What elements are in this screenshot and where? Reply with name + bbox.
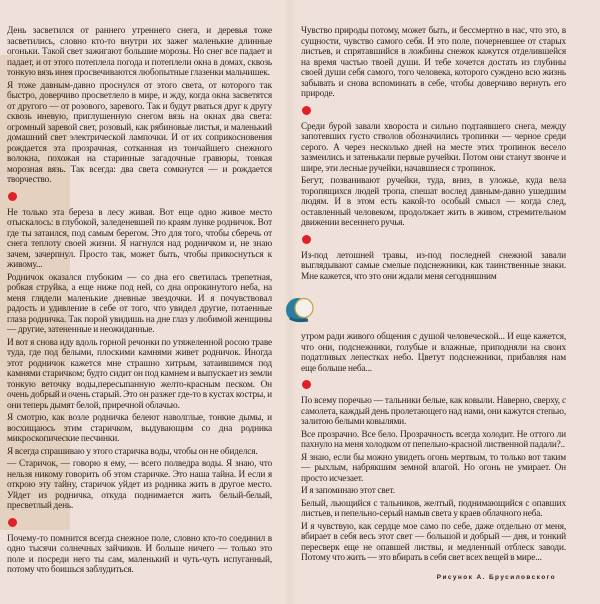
right-column — [301, 26, 566, 581]
paragraph: И вот я снова иду вдоль горной речонки по утяжеленной росою траве туда, где под белыми, плоскими камнями живет родничок. Иногда этот родничок кажется мне страшно хитрым, затаившимся под камнями старичком; будто сидит он под камнем и выпускает из земли тонкую веточку воды,пересыпанную желто-красным песком. Он очень добрый и очень старый. Это он разжег где-то в кустах костры, и они теперь дымят белой, приречной облачью. — [7, 337, 272, 411]
paragraph: Чувство природы потому, может быть, и бессмертно в нас, что это, в сущности, чувство самого себя. И это поле, почерневшее от старых листьев, и спрятавшийся в ложбины снежок кажутся отделившейся на время частью твоей души. И тебе хочется достать из глубины своей души себя самого, того человека, которого суждено всю жизнь забывать и снова вспоминать в себе, чтобы доверчиво вернуть его природе. — [301, 26, 566, 99]
paragraph: И я чувствую, как сердце мое само по себе, даже отдельно от меня, вбирает в себя весь этот свет — большой и добрый — дня, и тонкий пересверк еще не опавшей листвы, и медленный отблеск заводи. Потому что жить — это вбирать в себя свет всех вещей в мире... — [301, 521, 566, 563]
paragraph: утром ради живого общения с душой человеческой... И еще кажется, что они, подснежники, голубые и влажные, приподняли на своих податливых лепестках небо. Цветут подснежники, прибавляя нам еще больше неба... — [301, 332, 566, 374]
paragraph: День засветился от раннего утреннего снега, и деревья тоже засветились, словно кто-то внутри их зажег маленькие длинные огоньки. Такой свет зажигают большие морозы. Но снег все падает и падает, и от этого потеплела погода и потеплели окна в домах, сквозь тонкую вязь инея просвечиваются любопытные глазенки мальчишек. — [7, 26, 272, 78]
right-section-3b — [301, 332, 566, 374]
paragraph: Все прозрачно. Все бело. Прозрачность всегда холодит. Не оттого ли пахнуло на меня холодком от пепельно-красной лиственной падали?.. — [301, 429, 566, 450]
paragraph: И я запоминаю этот свет. — [301, 486, 395, 496]
left-section-1 — [7, 26, 272, 186]
paragraph: Родничок оказался глубоким — со дна его светилась трепетная, робкая струйка, а еще ниже под ней, со дна опрокинутого неба, на меня глядели маленькие дневные звездочки. И я почувствовал радость и удивление в себе от того, что увидел другие, потаенные глаза родничка. Так порой увидишь на дне глаз у любимой женщины — другие, затененные и неожиданные. — [7, 272, 272, 335]
paragraph: Я смотрю, как возле родничка белеют наволглые, тонкие дымы, и восхищаюсь этим старичком, выдувающим со дна родника микроскопические песчинки. — [7, 413, 272, 444]
paragraph: — Старичок, — говорю я ему, — всего полведра воды. Я знаю, что нельзя никому говорить об этом старичке. Это наша тайна. И если я открою эту тайну, старичок уйдет из родника жить в другое место. Уйдет из родничка, откуда поднимается жить белый-белый, пресветлый день. — [7, 459, 272, 511]
red-bullet-icon — [302, 235, 311, 244]
right-section-4 — [301, 396, 566, 564]
red-bullet-icon — [302, 106, 311, 115]
left-column — [7, 26, 272, 578]
paragraph: Я знаю, если бы можно увидеть огонь мертвым, то только вот таким — рыхлым, набрякшим земной влагой. Но огонь не умирает. Он просто исчезает. — [301, 452, 566, 484]
paragraph: Белый, льющийся с тальников, желтый, поднимающийся с опавших листьев, и пепельно-серый намыв света у краев облачного неба. — [301, 498, 566, 519]
right-section-2 — [301, 122, 566, 229]
left-section-3 — [7, 534, 272, 576]
red-bullet-icon — [8, 192, 17, 201]
red-bullet-icon — [302, 380, 311, 389]
right-section-1 — [301, 26, 566, 100]
paragraph: Бегут, позванивают ручейки, туда, вниз, в уложье, куда вела торопящихся людей тропа, спешат вослед давным-давно ушедшим людям. И в этом есть какой-то особый смысл — когда след, оставленный человеком, продолжает жить в живом, стремительном движении весеннего ручья. — [301, 176, 566, 228]
paragraph: Из-под летошней травы, из-под последней снежной завали выглядывают самые смелые подснежники, как таинственные знаки. Мне кажется, что это они ждали меня сегодняшним — [301, 250, 566, 282]
paragraph: Среди бурой завали хвороста и сильно подтаявшего снега, между запотевших густо стволов обозначились тропинки — черное среди серого. А через несколько дней на месте этих тропинок весело зазмеились и затенькали первые ручейки. Потом они станут звонче и шире, эти лесные ручейки, начавшиеся с тропинок. — [301, 121, 566, 174]
left-section-2 — [7, 208, 272, 512]
snowdrop-illustration-icon — [284, 296, 318, 324]
paragraph: Почему-то помнится всегда снежное поле, словно кто-то соединил в одно тысячи солнечных зайчиков. И больше ничего — только это поле и посреди него ты сам, маленький и чуть-чуть испуганный, потому что боишься заблудиться. — [7, 533, 272, 575]
paragraph: Я всегда спрашиваю у этого старичка воды, чтобы он не обиделся. — [7, 446, 258, 457]
red-bullet-icon — [8, 518, 17, 527]
paragraph: По всему поречью — тальники белые, как ковыли. Наверно, сверху, с самолета, каждый день пролетающего над нами, они кажутся степью, залитою белыми ковылями. — [301, 396, 566, 427]
illustration-credit: Рисунок А. Брусиловского — [436, 573, 556, 581]
paragraph: Не только эта береза в лесу живая. Вот еще одно живое место отыскалось: в глубокой, заледеневшей по краям лунке родничок. Вот где ты затаился, под самым берегом. Это для того, чтобы сберечь от снега теплоту своей жизни. Я нагнулся над родничком и, не знаю зачем, зачерпнул. Просто так, может быть, чтобы прикоснуться к живому... — [7, 207, 272, 270]
right-section-3a — [301, 251, 566, 283]
paragraph: Я тоже давным-давно проснулся от этого света, от которого так быстро, доверчиво просветлело в мире, и жду, когда окна засветятся от другого — от розового, заревого. Так и будут рваться друг к другу сквозь иневую, приглушенную снегом вязь на окнах два света: огромный заревой свет, розовый, как рябиновые листья, и маленький домашний свет электрической лампочки. И от их соприкосновения рождается эта прозрачная, сотканная из тончайшего снежного волокна, похожая на старинные загадочные гравюры, тонкая морозная вязь. Так всегда: два света сомкнутся — и рождается творчество. — [7, 80, 272, 185]
